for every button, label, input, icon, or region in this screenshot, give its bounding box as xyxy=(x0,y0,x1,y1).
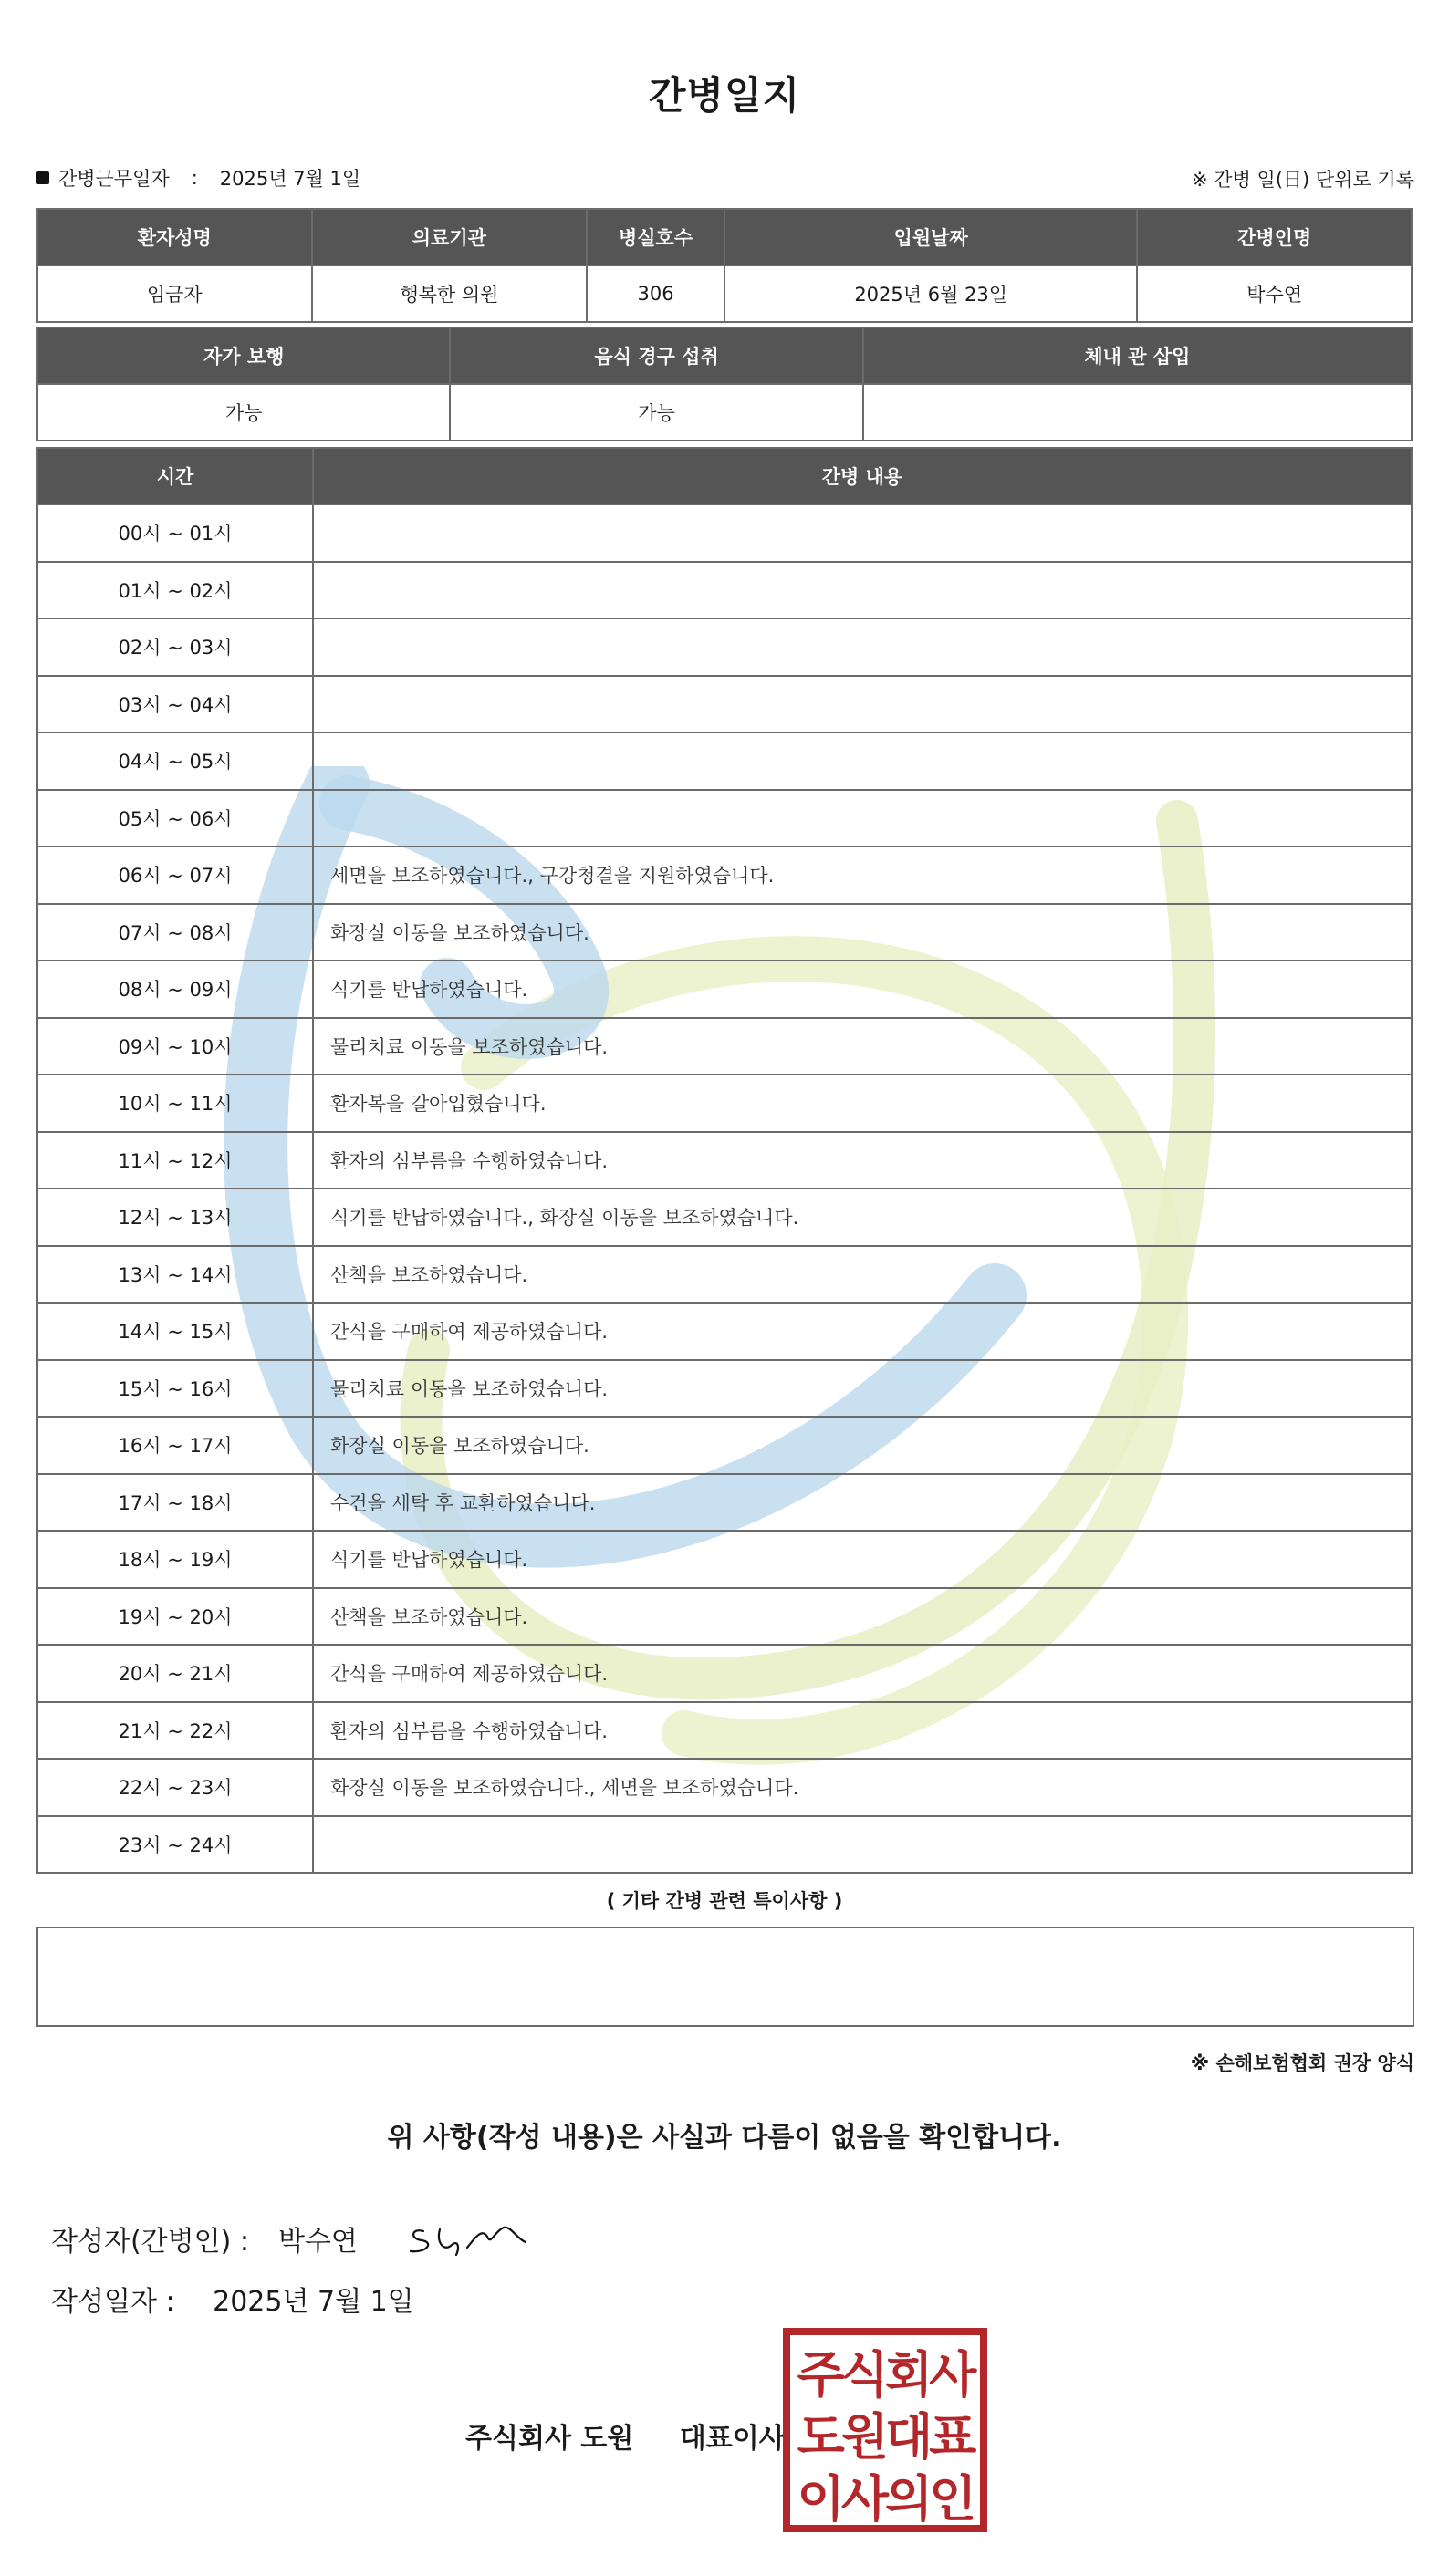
patient-info-table xyxy=(36,208,1413,323)
caregiver-name-header: 간병인명 xyxy=(1137,209,1412,265)
care-log-row xyxy=(37,676,1412,733)
care-log-content-cell: 수건을 세탁 후 교환하였습니다. xyxy=(313,1474,1412,1532)
care-log-row xyxy=(37,847,1412,904)
written-date-value: 2025년 7월 1일 xyxy=(213,2286,414,2318)
care-log-content-cell: 세면을 보조하였습니다., 구강청결을 지원하였습니다. xyxy=(313,847,1412,904)
care-log-row xyxy=(37,1189,1412,1246)
care-log-content-cell: 간식을 구매하여 제공하였습니다. xyxy=(313,1303,1412,1360)
care-log-content-cell: 간식을 구매하여 제공하였습니다. xyxy=(313,1645,1412,1702)
care-log-time-cell: 06시 ~ 07시 xyxy=(37,847,313,904)
room-number-cell: 306 xyxy=(587,265,724,322)
care-log-row xyxy=(37,1588,1412,1646)
recommend-note: ※ 손해보험협회 권장 양식 xyxy=(1190,2052,1414,2074)
care-log-time-cell: 04시 ~ 05시 xyxy=(37,732,313,790)
care-log-content-cell xyxy=(313,676,1412,733)
care-log-table xyxy=(36,447,1413,1874)
patient-info-header-row xyxy=(37,209,1412,265)
oral-intake-header: 음식 경구 섭취 xyxy=(450,327,862,384)
care-log-row xyxy=(37,961,1412,1018)
care-log-time-cell: 21시 ~ 22시 xyxy=(37,1702,313,1760)
care-log-time-cell: 19시 ~ 20시 xyxy=(37,1588,313,1646)
work-date-separator: : xyxy=(191,167,198,189)
care-log-content-cell: 물리치료 이동을 보조하였습니다. xyxy=(313,1018,1412,1075)
care-log-time-cell: 23시 ~ 24시 xyxy=(37,1816,313,1874)
patient-ability-table xyxy=(36,327,1413,441)
care-log-content-cell: 환자의 심부름을 수행하였습니다. xyxy=(313,1132,1412,1189)
care-log-time-cell: 02시 ~ 03시 xyxy=(37,618,313,676)
work-date-value: 2025년 7월 1일 xyxy=(219,168,361,190)
care-log-row xyxy=(37,1645,1412,1702)
care-log-time-cell: 11시 ~ 12시 xyxy=(37,1132,313,1189)
care-log-row xyxy=(37,1702,1412,1760)
caregiver-name-cell: 박수연 xyxy=(1137,265,1412,322)
company-seal-stamp xyxy=(783,2328,987,2532)
seal-line-1: 주식회사 xyxy=(797,2346,974,2404)
care-log-row xyxy=(37,790,1412,847)
patient-name-cell: 임금자 xyxy=(37,265,312,322)
company-signature xyxy=(465,2415,786,2456)
care-log-time-cell: 10시 ~ 11시 xyxy=(37,1075,313,1132)
written-date-label: 작성일자 : xyxy=(51,2286,175,2318)
self-walking-header: 자가 보행 xyxy=(37,327,450,384)
care-log-content-cell xyxy=(313,562,1412,619)
care-log-time-cell: 08시 ~ 09시 xyxy=(37,961,313,1018)
seal-line-3: 이사의인 xyxy=(797,2470,974,2528)
care-log-content-cell: 환자복을 갈아입혔습니다. xyxy=(313,1075,1412,1132)
care-log-content-cell: 식기를 반납하였습니다. xyxy=(313,1531,1412,1588)
care-log-time-cell: 13시 ~ 14시 xyxy=(37,1246,313,1304)
care-log-header-row xyxy=(37,448,1412,504)
written-date-line xyxy=(51,2279,414,2319)
care-log-row xyxy=(37,1417,1412,1474)
work-date-label: 간병근무일자 xyxy=(58,168,170,190)
bullet-square-icon xyxy=(36,171,49,184)
care-log-content-cell: 식기를 반납하였습니다. xyxy=(313,961,1412,1018)
care-log-content-cell xyxy=(313,732,1412,790)
care-log-content-cell: 환자의 심부름을 수행하였습니다. xyxy=(313,1702,1412,1760)
care-log-content-cell xyxy=(313,790,1412,847)
care-log-row xyxy=(37,1531,1412,1588)
company-name: 주식회사 도원 xyxy=(465,2423,634,2455)
care-log-time-cell: 18시 ~ 19시 xyxy=(37,1531,313,1588)
care-log-time-cell: 07시 ~ 08시 xyxy=(37,904,313,961)
tube-insertion-header: 체내 관 삽입 xyxy=(863,327,1412,384)
care-log-row xyxy=(37,1018,1412,1075)
care-log-time-cell: 20시 ~ 21시 xyxy=(37,1645,313,1702)
care-log-content-cell: 식기를 반납하였습니다., 화장실 이동을 보조하였습니다. xyxy=(313,1189,1412,1246)
writer-label: 작성자(간병인) : xyxy=(51,2226,249,2258)
admission-date-header: 입원날짜 xyxy=(724,209,1137,265)
care-log-time-cell: 16시 ~ 17시 xyxy=(37,1417,313,1474)
care-log-time-cell: 17시 ~ 18시 xyxy=(37,1474,313,1532)
confirmation-statement: 위 사항(작성 내용)은 사실과 다름이 없음을 확인합니다. xyxy=(387,2122,1062,2154)
writer-line xyxy=(51,2211,531,2266)
care-log-content-cell xyxy=(313,504,1412,562)
ability-header-row xyxy=(37,327,1412,384)
patient-info-value-row xyxy=(37,265,1412,322)
special-notes-box xyxy=(36,1927,1414,2027)
care-log-row xyxy=(37,1303,1412,1360)
page-title: 간병일지 xyxy=(648,73,801,118)
care-log-content-cell xyxy=(313,618,1412,676)
care-log-content-cell: 산책을 보조하였습니다. xyxy=(313,1246,1412,1304)
time-header: 시간 xyxy=(37,448,313,504)
care-content-header: 간병 내용 xyxy=(313,448,1412,504)
care-log-row xyxy=(37,1816,1412,1874)
hospital-cell: 행복한 의원 xyxy=(312,265,588,322)
admission-date-cell: 2025년 6월 23일 xyxy=(724,265,1137,322)
care-log-row xyxy=(37,504,1412,562)
care-log-time-cell: 22시 ~ 23시 xyxy=(37,1759,313,1816)
ceo-title: 대표이사 xyxy=(679,2423,786,2455)
care-log-content-cell: 화장실 이동을 보조하였습니다., 세면을 보조하였습니다. xyxy=(313,1759,1412,1816)
patient-name-header: 환자성명 xyxy=(37,209,312,265)
seal-line-2: 도원대표 xyxy=(797,2408,974,2466)
care-log-row xyxy=(37,1759,1412,1816)
care-log-time-cell: 14시 ~ 15시 xyxy=(37,1303,313,1360)
care-log-row xyxy=(37,1075,1412,1132)
handwritten-signature xyxy=(403,2211,531,2266)
ability-value-row xyxy=(37,384,1412,441)
care-log-row xyxy=(37,1132,1412,1189)
room-number-header: 병실호수 xyxy=(587,209,724,265)
care-log-body xyxy=(37,504,1412,1873)
tube-insertion-cell xyxy=(863,384,1412,441)
care-log-row xyxy=(37,1246,1412,1304)
care-log-row xyxy=(37,904,1412,961)
care-log-time-cell: 00시 ~ 01시 xyxy=(37,504,313,562)
care-log-time-cell: 05시 ~ 06시 xyxy=(37,790,313,847)
special-notes-title: ( 기타 간병 관련 특이사항 ) xyxy=(606,1890,843,1912)
care-log-content-cell: 화장실 이동을 보조하였습니다. xyxy=(313,1417,1412,1474)
care-log-time-cell: 15시 ~ 16시 xyxy=(37,1360,313,1418)
self-walking-cell: 가능 xyxy=(37,384,450,441)
care-log-content-cell: 산책을 보조하였습니다. xyxy=(313,1588,1412,1646)
oral-intake-cell: 가능 xyxy=(450,384,862,441)
care-log-content-cell: 화장실 이동을 보조하였습니다. xyxy=(313,904,1412,961)
care-log-row xyxy=(37,1360,1412,1418)
care-log-time-cell: 09시 ~ 10시 xyxy=(37,1018,313,1075)
care-log-time-cell: 12시 ~ 13시 xyxy=(37,1189,313,1246)
care-log-time-cell: 01시 ~ 02시 xyxy=(37,562,313,619)
work-date xyxy=(36,164,360,192)
hospital-header: 의료기관 xyxy=(312,209,588,265)
care-log-time-cell: 03시 ~ 04시 xyxy=(37,676,313,733)
care-log-row xyxy=(37,732,1412,790)
care-log-row xyxy=(37,618,1412,676)
care-log-content-cell: 물리치료 이동을 보조하였습니다. xyxy=(313,1360,1412,1418)
care-log-row xyxy=(37,562,1412,619)
unit-note: ※ 간병 일(日) 단위로 기록 xyxy=(1192,169,1414,191)
care-log-row xyxy=(37,1474,1412,1532)
writer-name: 박수연 xyxy=(277,2226,358,2258)
care-log-content-cell xyxy=(313,1816,1412,1874)
